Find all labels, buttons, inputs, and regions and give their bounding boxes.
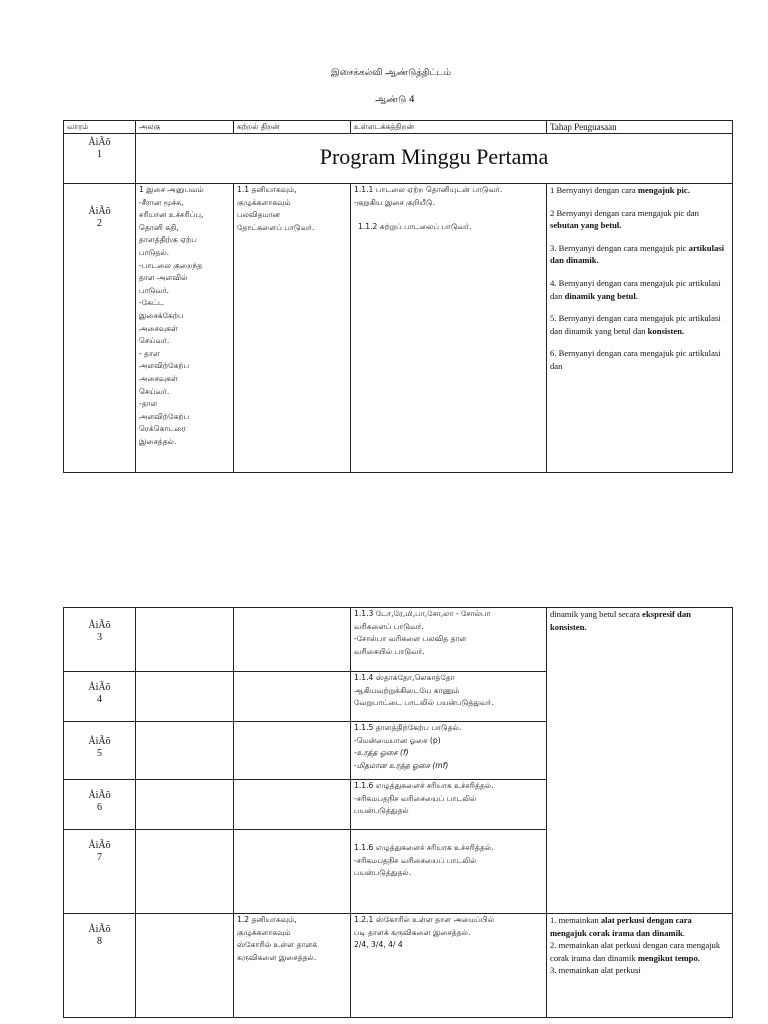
skill-line: தோட்களைப் பாடுவர். <box>237 222 315 232</box>
tahap-item: 2. memainkan alat perkusi dengan cara mengajuk corak irama dan dinamik mengikut tempo. <box>550 940 721 963</box>
skill-cell <box>234 830 351 914</box>
unit-cell <box>136 830 234 914</box>
unit-cell <box>136 672 234 722</box>
yearly-plan-table-2 <box>63 607 733 1018</box>
document-subtitle: ஆண்டு 4 <box>375 95 415 105</box>
table-row <box>64 134 733 184</box>
unit-line: 1 இசை அனுபவம் <box>139 185 204 194</box>
table-header-row <box>64 121 733 134</box>
tahap-item: 4. Bernyanyi dengan cara mengajuk pic artikulasi dan dinamik yang betul. <box>550 277 721 301</box>
unit-line: ரெக்கொடரை <box>139 424 186 434</box>
week-cell: ÅiÃõ 8 <box>64 914 136 1018</box>
skill-line: குழுக்களாகவும் <box>237 197 291 207</box>
week-cell: ÅiÃõ 6 <box>64 780 136 830</box>
week-label: ÅiÃõ <box>88 137 111 148</box>
week-cell <box>64 134 136 184</box>
unit-line: அசைவுகள் <box>139 323 178 333</box>
content-line: -குறுகிய இசை குறியீடு. <box>354 197 436 207</box>
skill-cell <box>234 722 351 780</box>
week-cell: ÅiÃõ 3 <box>64 608 136 672</box>
unit-line: - தாள <box>139 348 160 358</box>
skill-cell <box>234 672 351 722</box>
skill-cell <box>234 184 351 473</box>
unit-line: இசைக்கேற்ப <box>139 310 184 320</box>
unit-cell <box>136 184 234 473</box>
week-label: ÅiÃõ <box>88 206 111 217</box>
table-row <box>64 184 733 473</box>
content-cell: 1.1.3 டோ,ரே,மி,பா,சோ,லா - சோல்பா வரிகளைப் பாடுவர். -சோல்பா வரிகளை பலவித தாள வரிசையில் பாடுவர். <box>351 608 547 672</box>
skill-cell <box>234 608 351 672</box>
content-cell: 1.1.5 தாளத்திற்கேற்ப பாடுதல். -மென்மையான ஓசை (p) -உரத்த ஓசை (f) -மிதமான உரத்த ஓசை (mf) <box>351 722 547 780</box>
unit-line: தாள அளவில் <box>139 273 188 283</box>
tahap-cell <box>547 914 733 1018</box>
unit-cell <box>136 722 234 780</box>
yearly-plan-table-1 <box>63 120 733 473</box>
unit-cell <box>136 608 234 672</box>
table-row <box>64 608 733 672</box>
content-line: 1.1.1 பாடலை ஏற்ற தொனியுடன் பாடுவர். <box>354 185 503 194</box>
tahap-item: 3. Bernyanyi dengan cara mengajuk pic artikulasi dan dinamik. <box>550 242 724 266</box>
skill-line: 1.1 தனியாகவும், <box>237 185 297 194</box>
skill-cell: 1.2 தனியாகவும், குழுக்களாகவும் ஸ்கோரில் உள்ள தாளக் கருவிகளை இசைத்தல். <box>234 914 351 1018</box>
content-cell <box>351 184 547 473</box>
unit-line: அளவிற்கேற்ப <box>139 361 190 371</box>
col-header-skill: கற்றல் திறன் <box>234 121 351 134</box>
unit-line: இசைத்தல். <box>139 436 177 446</box>
unit-line: செய்வர். <box>139 386 170 396</box>
unit-line: அசைவுகள் <box>139 373 178 383</box>
unit-line: பாடுதல். <box>139 247 170 257</box>
col-header-week: வாரம் <box>64 121 136 134</box>
tahap-cell <box>547 184 733 473</box>
unit-line: -கேட்ட <box>139 298 165 308</box>
tahap-cell <box>547 608 733 914</box>
col-header-unit: அலகு <box>136 121 234 134</box>
week-number: 1 <box>97 149 102 160</box>
week-number: 2 <box>97 218 102 229</box>
unit-line: -சீரான மூச்சு, <box>139 197 184 207</box>
tahap-item: 1 Bernyanyi dengan cara mengajuk pic. <box>550 185 690 195</box>
spacer <box>354 209 543 221</box>
unit-line: தாளத்திற்கு ஏற்ப <box>139 235 197 245</box>
col-header-content: உள்ளடக்கத்திறன் <box>351 121 547 134</box>
table-row <box>64 914 733 1018</box>
tahap-item: 6. Bernyanyi dengan cara mengajuk pic artikulasi dan <box>550 348 721 371</box>
tahap-item: 5. Bernyanyi dengan cara mengajuk pic artikulasi dan dinamik yang betul dan konsisten. <box>550 313 721 336</box>
document-title: இசைக்கல்வி ஆண்டுத்திட்டம் <box>330 68 451 78</box>
unit-line: -தாள <box>139 399 158 409</box>
unit-line: பாடுவர். <box>139 285 170 295</box>
week-cell <box>64 184 136 473</box>
content-cell: 1.1.6 எழுத்துகளைச் சரியாக உச்சரித்தல். -சரிகமபதநிச வரிசையைப் பாடலில் பயன்படுத்துதல். <box>351 830 547 914</box>
skill-cell <box>234 780 351 830</box>
unit-cell <box>136 914 234 1018</box>
week-cell: ÅiÃõ 5 <box>64 722 136 780</box>
tahap-item: 1. memainkan alat perkusi dengan cara mengajuk corak irama dan dinamik. <box>550 915 692 938</box>
tahap-item: 2 Bernyanyi dengan cara mengajuk pic dan sebutan yang betul. <box>550 207 699 231</box>
week-cell: ÅiÃõ 7 <box>64 830 136 914</box>
unit-line: தொனி கதி, <box>139 222 179 232</box>
skill-line: பலவிதமான <box>237 210 280 220</box>
unit-line: அளவிற்கேற்ப <box>139 411 190 421</box>
tahap-item: dinamik yang betul secara ekspresif dan konsisten. <box>550 609 691 632</box>
week-cell: ÅiÃõ 4 <box>64 672 136 722</box>
unit-line: சரியான உச்சரிப்பு, <box>139 210 204 220</box>
unit-cell <box>136 780 234 830</box>
program-title: Program Minggu Pertama <box>136 134 733 184</box>
tahap-item: 3. memainkan alat perkusi <box>550 965 641 976</box>
unit-line: செய்வர். <box>139 336 170 346</box>
content-cell: 1.1.4 ஸ்தாக்தோ,லெகாத்தோ ஆகியவற்றுக்கிடையே காணும் வேறுபாட்டை பாடலில் பயன்படுத்துவர். <box>351 672 547 722</box>
unit-line: -பாடலை குறைந்த <box>139 260 203 270</box>
content-line: 1.1.2 கற்றுப் பாடலைப் பாடுவர். <box>358 222 472 232</box>
content-cell: 1.2.1 ஸ்கோரில் உள்ள தாள அமைப்பில் படி தாளக் கருவிகளை இசைத்தல். 2/4, 3/4, 4/ 4 <box>351 914 547 1018</box>
col-header-tahap: Tahap Penguasaan <box>547 121 733 134</box>
content-cell: 1.1.6 எழுத்துகளைச் சரியாக உச்சரித்தல். -சரிகமபதநிச வரிசையைப் பாடலில் பயன்படுத்துதல் <box>351 780 547 830</box>
